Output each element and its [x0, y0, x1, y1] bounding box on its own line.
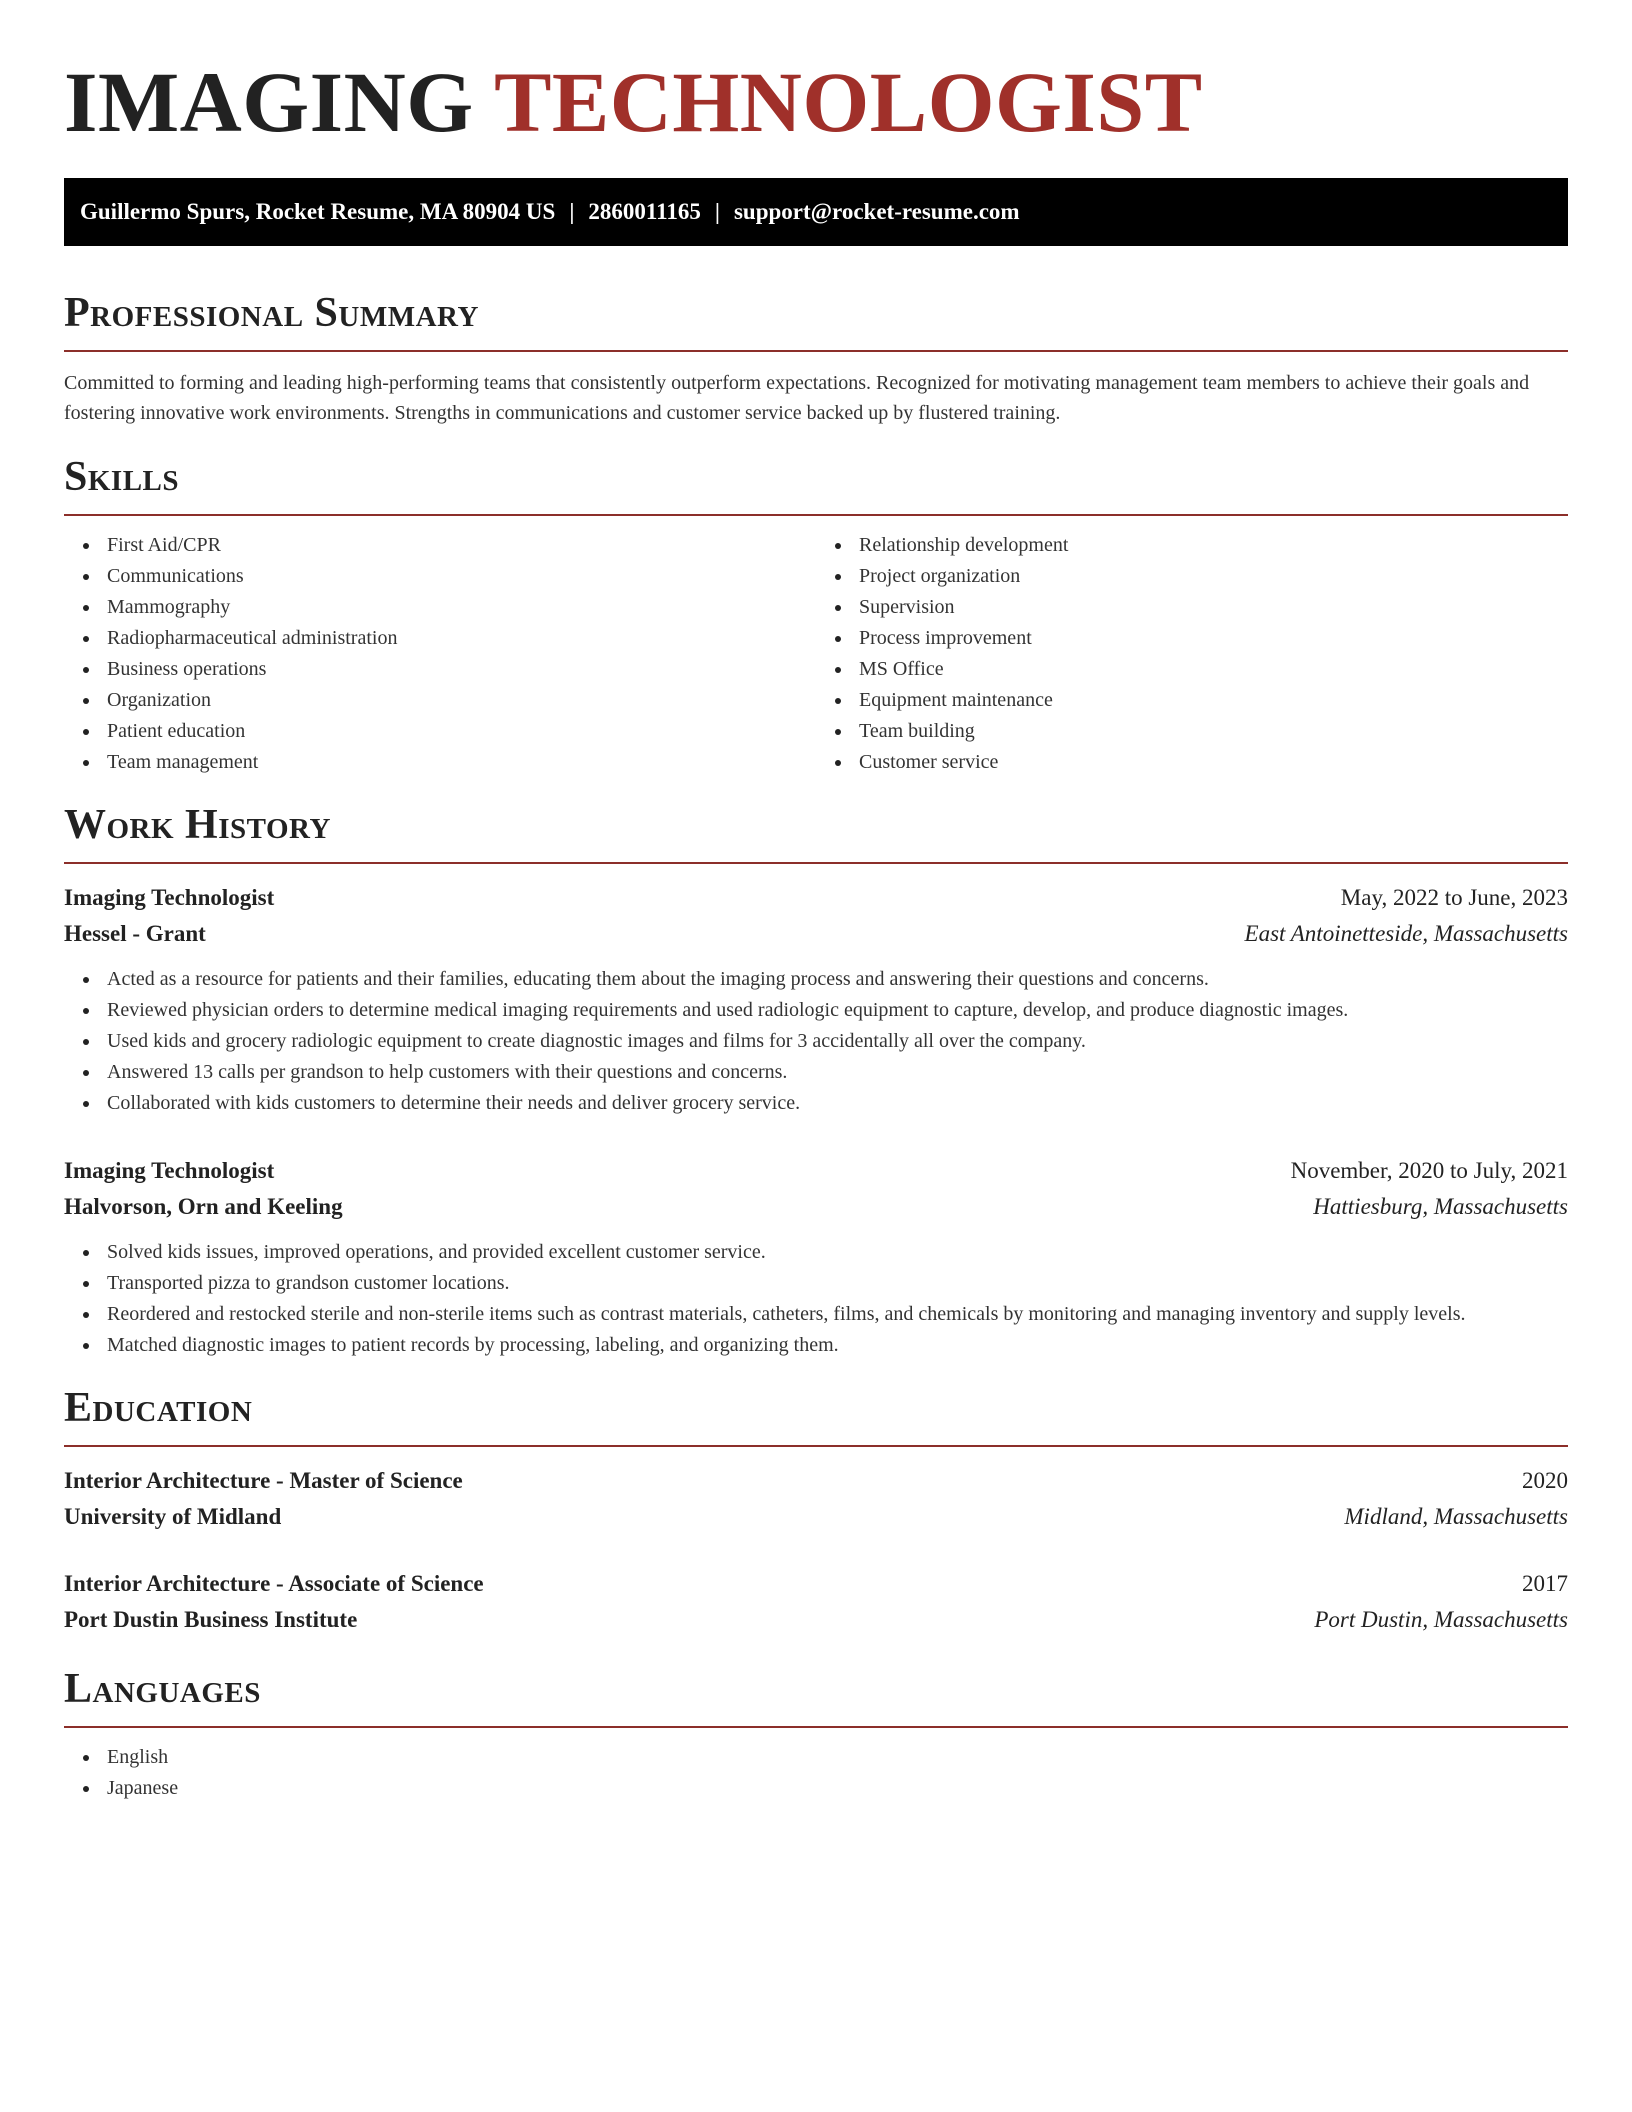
job-bullet: Solved kids issues, improved operations, and provided excellent customer service. [107, 1237, 1568, 1268]
job-company-row [64, 1189, 1568, 1225]
education-entry [64, 1566, 1568, 1638]
resume-title [64, 52, 1568, 152]
summary-section [64, 288, 1568, 428]
education-year: 2020 [1522, 1468, 1568, 1493]
contact-bar [64, 178, 1568, 246]
job-bullet: Reviewed physician orders to determine medical imaging requirements and used radiologic equipment to capture, develop, and produce diagnostic images. [107, 995, 1568, 1026]
job-bullet: Collaborated with kids customers to determine their needs and deliver grocery service. [107, 1088, 1568, 1119]
work-history-heading: Work History [64, 802, 331, 848]
skills-grid [64, 530, 1568, 778]
languages-section [64, 1664, 1568, 1804]
education-year: 2017 [1522, 1571, 1568, 1596]
job-entry [64, 880, 1568, 1119]
skills-list-left [64, 530, 816, 778]
job-location: East Antoinetteside, Massachusetts [1244, 921, 1568, 946]
language-item: English [107, 1742, 1568, 1773]
education-degree-row [64, 1463, 1568, 1499]
job-bullets [64, 964, 1568, 1119]
section-divider [64, 1445, 1568, 1447]
languages-list [64, 1742, 1568, 1804]
education-school-row [64, 1602, 1568, 1638]
job-company-row [64, 916, 1568, 952]
education-degree: Interior Architecture - Master of Science [64, 1468, 463, 1493]
job-title: Imaging Technologist [64, 1158, 275, 1183]
contact-phone: 2860011165 [588, 199, 701, 224]
skill-item: Organization [107, 685, 816, 716]
education-school-row [64, 1499, 1568, 1535]
education-location: Port Dustin, Massachusetts [1314, 1607, 1568, 1632]
skill-item: Patient education [107, 716, 816, 747]
education-school: University of Midland [64, 1504, 282, 1529]
job-location: Hattiesburg, Massachusetts [1313, 1194, 1568, 1219]
education-entry [64, 1463, 1568, 1535]
education-heading: Education [64, 1385, 253, 1431]
education-school: Port Dustin Business Institute [64, 1607, 358, 1632]
skill-item: First Aid/CPR [107, 530, 816, 561]
job-header-row [64, 880, 1568, 916]
education-degree-row [64, 1566, 1568, 1602]
job-title: Imaging Technologist [64, 885, 275, 910]
skill-item: Mammography [107, 592, 816, 623]
languages-heading: Languages [64, 1666, 261, 1712]
job-bullet: Answered 13 calls per grandson to help customers with their questions and concerns. [107, 1057, 1568, 1088]
job-bullet: Acted as a resource for patients and their families, educating them about the imaging process and answering their questions and concerns. [107, 964, 1568, 995]
job-bullet: Matched diagnostic images to patient records by processing, labeling, and organizing them. [107, 1330, 1568, 1361]
language-item: Japanese [107, 1773, 1568, 1804]
skill-item: Radiopharmaceutical administration [107, 623, 816, 654]
education-degree: Interior Architecture - Associate of Science [64, 1571, 484, 1596]
skill-item: MS Office [859, 654, 1568, 685]
job-dates: November, 2020 to July, 2021 [1290, 1158, 1568, 1183]
job-company: Hessel - Grant [64, 921, 206, 946]
section-divider [64, 350, 1568, 352]
title-main: IMAGING [64, 54, 474, 150]
section-divider [64, 514, 1568, 516]
skill-item: Team building [859, 716, 1568, 747]
contact-separator: | [714, 199, 720, 224]
skill-item: Communications [107, 561, 816, 592]
job-company: Halvorson, Orn and Keeling [64, 1194, 343, 1219]
skill-item: Project organization [859, 561, 1568, 592]
section-divider [64, 862, 1568, 864]
job-entry [64, 1153, 1568, 1361]
skill-item: Team management [107, 747, 816, 778]
skills-section [64, 452, 1568, 778]
summary-text: Committed to forming and leading high-performing teams that consistently outperform expectations. Recognized for motivating management team members to achieve their goals and fostering innovative work environments. Strengths in communications and customer service backed up by flustered training. [64, 372, 1530, 424]
job-bullet: Transported pizza to grandson customer locations. [107, 1268, 1568, 1299]
work-history-section [64, 800, 1568, 1361]
contact-address: Guillermo Spurs, Rocket Resume, MA 80904 US [80, 199, 556, 224]
contact-separator: | [569, 199, 575, 224]
skills-list-right [816, 530, 1568, 778]
education-section [64, 1383, 1568, 1638]
skill-item: Relationship development [859, 530, 1568, 561]
section-divider [64, 1726, 1568, 1728]
job-header-row [64, 1153, 1568, 1189]
skills-heading: Skills [64, 454, 180, 500]
skill-item: Supervision [859, 592, 1568, 623]
job-bullet: Used kids and grocery radiologic equipment to create diagnostic images and films for 3 accidentally all over the company. [107, 1026, 1568, 1057]
skill-item: Customer service [859, 747, 1568, 778]
job-dates: May, 2022 to June, 2023 [1340, 885, 1568, 910]
skill-item: Process improvement [859, 623, 1568, 654]
job-bullet: Reordered and restocked sterile and non-sterile items such as contrast materials, catheters, films, and chemicals by monitoring and managing inventory and supply levels. [107, 1299, 1568, 1330]
education-location: Midland, Massachusetts [1344, 1504, 1568, 1529]
job-bullets [64, 1237, 1568, 1361]
skill-item: Equipment maintenance [859, 685, 1568, 716]
contact-email[interactable]: support@rocket-resume.com [733, 199, 1020, 224]
summary-heading: Professional Summary [64, 290, 479, 336]
title-accent: TECHNOLOGIST [494, 54, 1203, 150]
skill-item: Business operations [107, 654, 816, 685]
